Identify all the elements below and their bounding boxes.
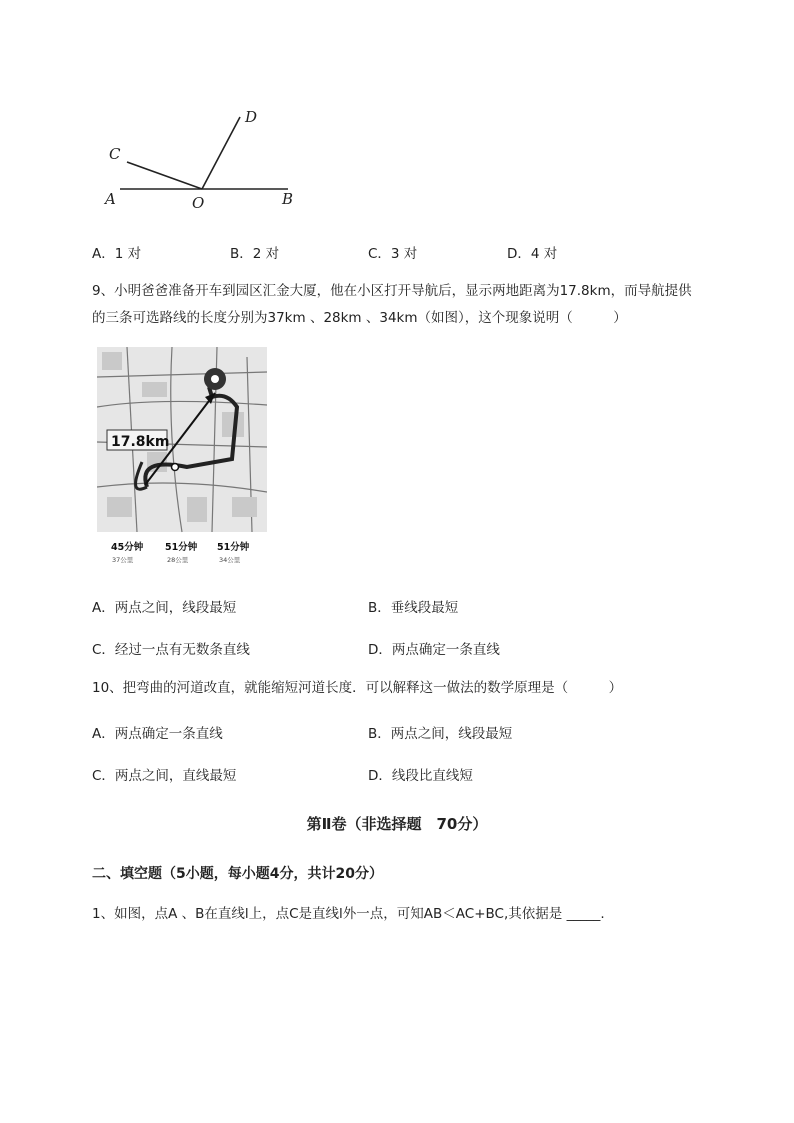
q10-option-c: C．两点之间，直线最短 [92, 768, 237, 784]
ray-OC [127, 162, 202, 189]
q10-option-a: A．两点确定一条直线 [92, 726, 223, 742]
navigation-map-image [97, 347, 267, 569]
part-2-title: 第Ⅱ卷（非选择题 70分） [306, 815, 488, 833]
label-D: D [245, 108, 258, 126]
angle-figure [95, 100, 315, 220]
route-1-sub: 37公里 [112, 556, 134, 564]
route-2-time: 51分钟 [165, 542, 198, 553]
section-2-title: 二、填空题（5小题，每小题4分，共计20分） [92, 866, 383, 882]
q9-option-b: B．垂线段最短 [368, 600, 459, 616]
fill-question-1: 1、如图，点A 、B在直线l上，点C是直线l外一点，可知AB＜AC+BC,其依据是 _____. [92, 906, 605, 922]
q8-option-b: B．2 对 [230, 246, 280, 262]
label-C: C [109, 145, 121, 163]
q9-option-d: D．两点确定一条直线 [368, 642, 500, 658]
label-O: O [192, 194, 205, 212]
map-distance-label: 17.8km [111, 434, 170, 450]
q9-line-2: 的三条可选路线的长度分别为37km 、28km 、34km（如图），这个现象说明（ ） [92, 310, 627, 326]
q10-option-d: D．线段比直线短 [368, 768, 473, 784]
q9-option-a: A．两点之间，线段最短 [92, 600, 237, 616]
route-2-sub: 28公里 [167, 556, 189, 564]
label-B: B [282, 190, 294, 208]
ray-OD [202, 117, 240, 189]
q10-option-b: B．两点之间，线段最短 [368, 726, 513, 742]
route-3-sub: 34公里 [219, 556, 241, 564]
label-A: A [105, 190, 116, 208]
q8-option-c: C．3 对 [368, 246, 418, 262]
route-1-time: 45分钟 [111, 542, 144, 553]
q9-line-1: 9、小明爸爸准备开车到园区汇金大厦，他在小区打开导航后，显示两地距离为17.8km，而导航提供 [92, 283, 692, 299]
route-3-time: 51分钟 [217, 542, 250, 553]
q9-option-c: C．经过一点有无数条直线 [92, 642, 250, 658]
q8-option-d: D．4 对 [507, 246, 558, 262]
q8-option-a: A．1 对 [92, 246, 142, 262]
q10-text: 10、把弯曲的河道改直，就能缩短河道长度．可以解释这一做法的数学原理是（ ） [92, 680, 623, 696]
